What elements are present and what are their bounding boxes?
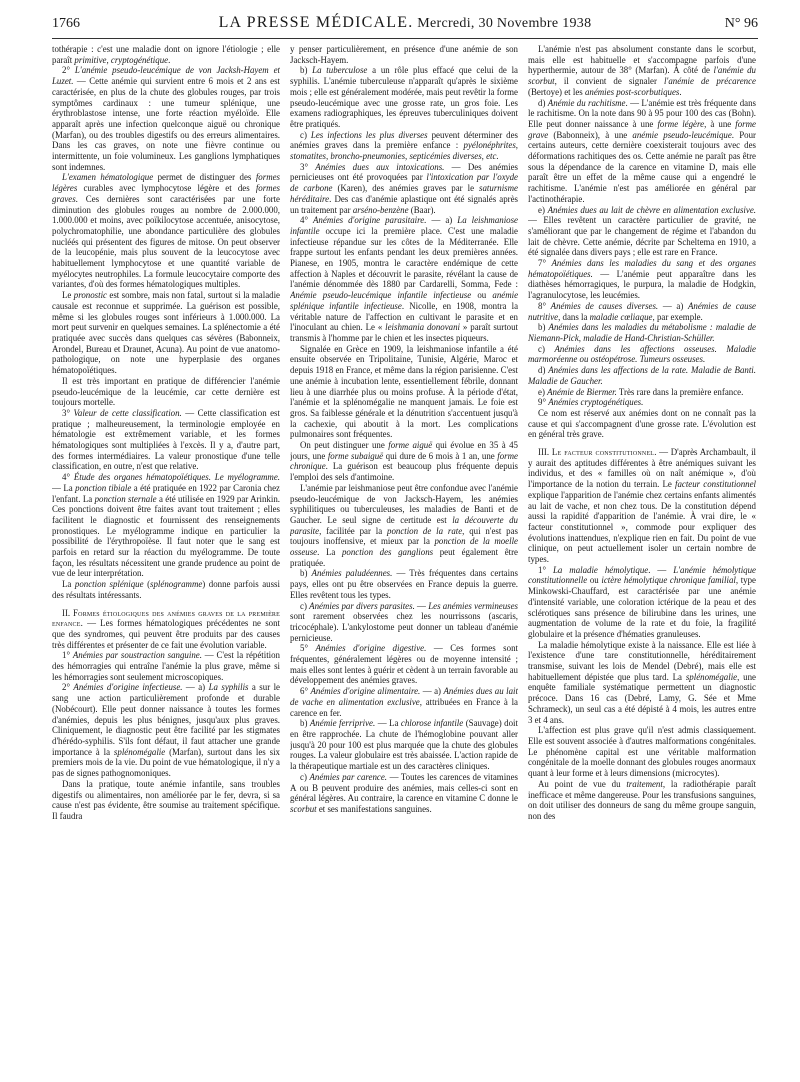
text-run: est sombre, mais non fatal, surtout si la maladie causale est reconnue et supprimée. La guérison est possible, même si les globules rouges sont inférieurs à 1.000.000. La mort peut survenir en quelques semaines. La splénectomie a été pratiquée avec succès dans quelques cas sévères (Babonneix, Arondel, Bureau et Draunet, Acuna). Au point de vue anatomo-pathologique, on note une hyperplasie des organes hématopoïétiques. bbox=[52, 290, 280, 376]
paragraph bbox=[290, 601, 518, 644]
italic-run: traitement bbox=[626, 778, 663, 789]
paragraph bbox=[290, 483, 518, 569]
text-run: III. bbox=[538, 447, 552, 458]
italic-run: Les anémies vermineuses bbox=[428, 600, 518, 611]
text-run: — a) bbox=[658, 300, 688, 311]
text-run: . — L'anémie est très fréquente dans le rachitisme. On la note dans 90 à 95 pour 100 des cas (Bohn). Elle peut donner naissance à une bbox=[528, 97, 756, 129]
text-run: 2° bbox=[62, 682, 74, 693]
text-run: , par exemple. bbox=[652, 311, 703, 322]
text-run: y penser particulièrement, en présence d'une anémie de son Jacksch-Hayem. bbox=[290, 44, 518, 65]
paragraph bbox=[52, 608, 280, 651]
text-run: ou bbox=[471, 290, 493, 301]
italic-run: arséno-benzène bbox=[352, 204, 409, 215]
paragraph bbox=[528, 98, 756, 205]
italic-run: anémie splénique infantile infectieuse bbox=[290, 290, 518, 311]
paragraph bbox=[52, 650, 280, 682]
italic-run: ictère hémolytique chronique familial bbox=[601, 575, 736, 586]
italic-run: saturnisme héréditaire bbox=[290, 183, 518, 204]
text-run: (Baar). bbox=[408, 204, 436, 215]
text-run: — Des anémies pernicieuses ont été provoquées par bbox=[290, 161, 518, 183]
italic-run: formes légères bbox=[52, 172, 280, 194]
text-run: 5° bbox=[300, 643, 316, 654]
text-run: — Très fréquentes dans certains pays, elles ont pu être observées en France depuis la guerre. Elles revêtent tous les types. bbox=[290, 568, 518, 600]
text-run: . bbox=[168, 54, 171, 65]
italic-run: forme subaiguë bbox=[327, 450, 384, 461]
italic-run: ponction des ganglions bbox=[341, 547, 434, 558]
text-run: qui évolue en 35 à 45 jours, une bbox=[290, 440, 518, 461]
text-run: c) bbox=[538, 343, 555, 354]
italic-run: Les infections les plus diverses bbox=[310, 129, 428, 140]
italic-run: anémie pseudo-leucémique bbox=[632, 129, 732, 140]
italic-run: Étude des organes hématopoïétiques. Le myélogramme. bbox=[73, 472, 280, 483]
italic-run: Anémie de Biermer. bbox=[547, 386, 617, 397]
paragraph bbox=[290, 65, 518, 129]
text-run: tothérapie : c'est une maladie dont on ignore l'étiologie ; elle paraît bbox=[52, 44, 280, 65]
text-run: — Cette anémie qui survient entre 6 mois et 2 ans est caractérisée, en plus de la chute des globules rouges, par trois symptômes cardinaux : une tumeur splénique, une érythroblastose intense, une forte réaction myéloïde. Elle apparaît après une infection quelconque aiguë ou chronique (Marfan), ou des troubles digestifs ou des erreurs alimentaires. Dans les cas graves, on note une fièvre continue ou intermittente, un foie volumineux. Les ganglions lymphatiques sont indemnes. bbox=[52, 76, 280, 172]
text-run: Signalée en Grèce en 1909, la leishmaniose infantile a été ensuite observée en Tripolitaine, Tunisie, Algérie, Maroc et depuis 1918 en France, et même dans la région parisienne. C'est une anémie à incubation lente, essentiellement fébrile, donnant lieu à une diarrhée plus ou moins profuse. À la période d'état, l'anémie et la splénomégalie ne manquent jamais. Le foie est gros. Sa faiblesse générale et la dénutrition s'accentuent jusqu'à la cachexie, qui aboutit à la mort. Les complications pulmonaires sont fréquentes. bbox=[290, 343, 518, 440]
text-run: ) donne parfois aussi des résultats intéressants. bbox=[52, 579, 280, 600]
text-run: a sur le sang une action particulièrement profonde et durable (Nobécourt). Elle peut donner naissance à toutes les formes d'anémies, depuis les plus bénignes, jusqu'aux plus graves. Cliniquement, le diagnostic peut être facilité par les stigmates d'hérédo-syphilis. S'ils font défaut, il faut attacher une grande importance à la bbox=[52, 682, 280, 757]
text-run: et ses manifestations sanguines. bbox=[316, 803, 432, 814]
journal-title: LA PRESSE MÉDICALE. bbox=[218, 14, 414, 31]
text-run: (Bertoye) et les bbox=[528, 86, 585, 97]
italic-run: splénomégalie bbox=[685, 671, 738, 682]
text-run: L'anémie par leishmaniose peut être confondue avec l'anémie pseudo-leucémique de von Jacksch-Hayem, les anémies syphilitiques ou tuberculeuses, les maladies de Banti et de Gaucher. Le seul signe de certitude est bbox=[290, 482, 518, 525]
text-run: . Des cas d'anémie aplastique ont été signalés après un traitement par bbox=[290, 193, 518, 215]
italic-run: forme chronique bbox=[290, 450, 518, 472]
text-run: d) bbox=[538, 97, 548, 108]
article-columns bbox=[52, 44, 758, 1074]
italic-run: forme aiguë bbox=[388, 440, 433, 451]
paragraph bbox=[528, 397, 756, 408]
italic-run: Anémies dues aux intoxications. bbox=[315, 161, 445, 172]
text-run: La bbox=[62, 579, 75, 590]
italic-run: Anémies par soustraction sanguine. bbox=[72, 650, 202, 661]
text-run: . — Les formes hématologiques précédentes ne sont que des syndromes, qui peuvent être produits par des causes très différentes et présenter de ce fait une évolution variable. bbox=[52, 618, 280, 650]
italic-run: l'anémie du scorbut bbox=[528, 65, 756, 87]
text-run: . bbox=[679, 86, 682, 97]
italic-run: l'intoxication par l'oxyde de carbone bbox=[290, 172, 518, 194]
column-left bbox=[52, 44, 280, 1074]
text-run: (Babonneix), à une bbox=[548, 129, 633, 140]
paragraph bbox=[290, 718, 518, 772]
text-run: — a) bbox=[426, 215, 458, 226]
text-run: — La bbox=[52, 482, 76, 493]
italic-run: Anémies dans les affections de la rate. Maladie de Banti. Maladie de Gaucher. bbox=[528, 365, 756, 386]
masthead bbox=[112, 14, 698, 32]
text-run: — L'anémie peut apparaître dans les diathèses hémorragiques, le purpura, la maladie de Hodgkin, l'agranulocytose, les leucémies. bbox=[528, 268, 756, 301]
paragraph bbox=[290, 643, 518, 686]
text-run: . — D'après Archambault, il y aurait des aptitudes différentes à être anémiques suivant les individus, et des « familles où on naît anémique », d'où l'importance de la notion du terrain. Le bbox=[528, 447, 756, 490]
text-run: b) bbox=[300, 65, 313, 76]
paragraph bbox=[52, 290, 280, 376]
italic-run: chlorose infantile bbox=[400, 718, 464, 729]
italic-run: Anémies d'origine alimentaire. bbox=[310, 686, 421, 697]
text-run: (Karen), des anémies graves par le bbox=[332, 183, 480, 194]
text-run: sont rarement observées chez les nourrissons (ascaris, tricocéphale). L'ankylostome peut donner un tableau d'anémie pernicieuse. bbox=[290, 611, 518, 643]
paragraph bbox=[52, 779, 280, 822]
italic-run: Anémies d'origine infectieuse. bbox=[73, 682, 183, 693]
text-run: — bbox=[414, 600, 429, 611]
text-run: — La bbox=[375, 718, 401, 729]
text-run: ( bbox=[143, 579, 151, 590]
text-run: a été utilisée en 1929 par Arinkin. Ces ponctions doivent être faites avant tout traitement ; elles facilitent le diagnostic et fournissent des renseignements pronostiques. Le myélogramme indique en particulier la possibilité de l'érythropoïèse. Il faut noter que le sang est parfois en retard sur la réaction du myélogramme. De toute façon, les résultats nécessitent une grande prudence au point de vue de leur interprétation. bbox=[52, 493, 280, 579]
text-run: e) bbox=[538, 204, 548, 215]
italic-run: maladie cœliaque bbox=[589, 311, 653, 322]
text-run: , facilitée par la bbox=[319, 525, 387, 536]
text-run: Le bbox=[62, 290, 74, 301]
italic-run: L'examen hématologique bbox=[62, 172, 154, 183]
text-run: , à une bbox=[704, 118, 736, 129]
text-run: a été pratiquée en 1922 par Caronia chez l'enfant. La bbox=[52, 482, 280, 504]
italic-run: Anémies dues au lait de chèvre en alimentation exclusive. bbox=[547, 204, 756, 215]
text-run: d) bbox=[538, 365, 549, 376]
issue-number: N° 96 bbox=[724, 16, 758, 31]
italic-run: L'anémie hémolytique constitutionnelle bbox=[528, 564, 756, 586]
text-run: . Nicolle, en 1908, montra la véritable nature de l'affection en cultivant le parasite et en l'inoculant au chien. Le « bbox=[290, 300, 518, 333]
text-run: b) bbox=[300, 718, 310, 729]
italic-run: Anémie ferriprive. bbox=[309, 718, 376, 729]
text-run: qui dure de 6 mois à 1 an, une bbox=[383, 450, 498, 461]
paragraph bbox=[528, 387, 756, 398]
text-run: (Sauvage) doit en être rapprochée. La chute de l'hémoglobine pouvant aller jusqu'à 20 pour 100 est plus marquée que la chute des globules rouges. La valeur globulaire est très abaissée. L'action rapide de la thérapeutique martiale est un des caractères cliniques. bbox=[290, 718, 518, 772]
text-run: , il convient de signaler bbox=[554, 76, 664, 87]
text-run: . — bbox=[648, 564, 674, 575]
text-run: On peut distinguer une bbox=[300, 440, 389, 451]
text-run: , type Minkowski-Chauffard, est caractérisée par une anémie d'intensité variable, une coloration ictérique de la peau et des sclérotiques sans présence de bilirubine dans les urines, une augmentation de volume de la rate et du foie, la fragilité globulaire et la présence d'hématies granuleuses. bbox=[528, 575, 756, 639]
paragraph bbox=[52, 579, 280, 600]
paragraph bbox=[290, 44, 518, 65]
paragraph bbox=[52, 44, 280, 65]
italic-run: La maladie hémolytique bbox=[552, 564, 649, 575]
italic-run: ponction splénique bbox=[74, 579, 144, 590]
italic-run: pronostic bbox=[73, 290, 107, 301]
text-run: L'affection est plus grave qu'il n'est admis classiquement. Elle est souvent associée à d'autres malformations congénitales. Le phénomène capital est une véritable malformation congénitale de la moelle donnant des globules rouges anormaux quant à leur forme et à leurs dimensions (microcytes). bbox=[528, 725, 756, 779]
paragraph bbox=[528, 565, 756, 640]
text-run: L'anémie n'est pas absolument constante dans le scorbut, mais elle est habituelle et s'accompagne parfois d'une hyperthermie, autour de 38° (Marfan). À côté de bbox=[528, 44, 756, 76]
text-run: b) bbox=[538, 322, 549, 333]
issue-date: Mercredi, 30 Novembre 1938 bbox=[417, 16, 592, 31]
italic-run: ponction sternale bbox=[94, 493, 157, 504]
header-rule bbox=[52, 38, 758, 39]
text-run: a un rôle plus effacé que celui de la syphilis. L'anémie tuberculeuse n'apparaît qu'après le sixième mois ; elle est généralement modérée, mais peut revêtir la forme pseudo-leucémique avec une grosse rate, un gros foie. Les examens radiographiques, les épreuves tuberculiniques doivent être pratiqués. bbox=[290, 65, 518, 129]
paragraph bbox=[52, 65, 280, 172]
text-run: permet de distinguer des bbox=[153, 172, 256, 183]
paragraph bbox=[52, 408, 280, 472]
text-run: » paraît surtout transmis à l'homme par le chien et les insectes piqueurs. bbox=[290, 322, 518, 343]
text-run: — Ces formes sont fréquentes, généralement légères ou de moyenne intensité ; mais elles sont lentes à guérir et cèdent à un terrain favorable au développement des anémies graves. bbox=[290, 643, 518, 686]
text-run: 1° bbox=[538, 564, 553, 575]
italic-run: L'anémie pseudo-leucémique de von Jacksh-Hayem et Luzet. bbox=[52, 65, 280, 87]
page-number: 1766 bbox=[52, 16, 80, 31]
text-run: — Toutes les carences de vitamines A ou B peuvent produire des anémies, mais celles-ci sont en général légères. Au contraire, la carence en vitamine C donne le bbox=[290, 771, 518, 804]
text-run: 3° bbox=[300, 161, 316, 172]
text-run: curables avec lymphocytose légère et des bbox=[77, 183, 256, 194]
text-run: 6° bbox=[300, 686, 311, 697]
italic-run: anémies post-scorbutiques bbox=[584, 86, 680, 97]
paragraph bbox=[290, 772, 518, 815]
italic-run: Anémies d'origine digestive. bbox=[315, 643, 427, 654]
text-run: 3° bbox=[62, 407, 74, 418]
paragraph bbox=[290, 344, 518, 440]
text-run: . Ces dernières sont caractérisées par une forte diminution des globules rouges au nombre de 2.000.000, 1.000.000 et moins, avec poïkilocytose accentuée, anisocytose, polychromatophilie, une abondance particulière des globules nucléés qui présentent des figures de mitose. On peut observer de la leucopénie, mais plus souvent de la leucocytose avec habituellement lymphocytose et une quantité variable de myélocytes neutrophiles. La formule leucocytaire comporte des variantes, d'où des formes hématologiques multiples. bbox=[52, 193, 280, 290]
text-run: La maladie hémolytique existe à la naissance. Elle est liée à l'existence d'une tare constitutionnelle, héréditairement transmise, suivant les lois de Mendel (Debré), mais elle est habituellement dépistée que plus tard. La bbox=[528, 639, 756, 682]
italic-run: Anémies par carence. bbox=[309, 771, 388, 782]
text-run: II. bbox=[62, 607, 74, 618]
text-run: 7° bbox=[538, 258, 552, 269]
text-run: , la radiothérapie paraît inefficace et même dangereuse. Pour les transfusions sanguines, on doit utiliser des donneurs de sang du même groupe sanguin, non des bbox=[528, 778, 756, 821]
italic-run: leishmania donovani bbox=[385, 322, 461, 333]
text-run: b) bbox=[300, 568, 312, 579]
text-run: (Marfan), surtout dans les six premiers mois de la vie. Du point de vue hématologique, il n'y a pas de signes pathognomoniques. bbox=[52, 746, 280, 779]
paragraph bbox=[528, 447, 756, 565]
text-run: ou bbox=[587, 575, 602, 586]
paragraph bbox=[290, 686, 518, 718]
paragraph bbox=[528, 205, 756, 259]
italic-run: Anémies d'origine parasitaire. bbox=[313, 215, 427, 226]
text-run: occupe ici la première place. C'est une maladie infectieuse répandue sur les côtes de la Méditerranée. Elle frappe surtout les enfants pendant les deux premières années. Pianese, en 1905, montra le caractère endémique de cette affection à Naples et découvrit le parasite, révélant la cause de l'anémie dénommée dès 1880 par Cardarelli, Somma, Fede : bbox=[290, 225, 518, 290]
paragraph bbox=[528, 301, 756, 322]
text-run: c) bbox=[300, 129, 311, 140]
text-run: , attribuées en France à la carence en fer. bbox=[290, 696, 518, 718]
paragraph bbox=[528, 44, 756, 98]
italic-run: Anémies dues au lait de vache en alimentation exclusive bbox=[290, 686, 518, 707]
italic-run: Anémies par divers parasites. bbox=[309, 600, 415, 611]
italic-run: La tuberculose bbox=[312, 65, 368, 76]
paragraph bbox=[290, 162, 518, 216]
italic-run: Anémies dans les maladies du métabolisme : maladie de Niemann-Pick, maladie de Hand-Christian-Schüller. bbox=[528, 322, 756, 343]
italic-run: Anémies dans les affections osseuses. Maladie marmoréenne ou ostéopétrose. Tumeurs osseuses. bbox=[528, 343, 756, 365]
paragraph bbox=[528, 258, 756, 301]
italic-run: Anémies de causes diverses. bbox=[550, 300, 659, 311]
paragraph bbox=[528, 365, 756, 386]
paragraph bbox=[52, 376, 280, 408]
page-header bbox=[52, 14, 758, 38]
italic-run: ponction de la rate bbox=[387, 525, 463, 536]
text-run: 2° bbox=[62, 65, 75, 76]
italic-run: Anémies dans les maladies du sang et des organes hématopoïétiques. bbox=[528, 258, 756, 279]
italic-run: Anémies de cause nutritive bbox=[528, 300, 756, 322]
italic-run: primitive, cryptogénétique bbox=[74, 54, 169, 65]
paragraph bbox=[290, 215, 518, 343]
italic-run: facteur constitutionnel bbox=[674, 479, 756, 490]
column-right bbox=[528, 44, 756, 1074]
text-run: , qui n'est pas toujours inoffensive, et mieux par la bbox=[290, 525, 518, 547]
italic-run: pyélonéphrites, stomatites, broncho-pneumonies, septicémies diverses, etc. bbox=[290, 140, 518, 162]
text-run: Formes étiologiques des anémies graves de la première enfance bbox=[52, 607, 280, 629]
text-run: c) bbox=[300, 600, 310, 611]
italic-run: splénomégalie bbox=[113, 746, 166, 757]
paragraph bbox=[290, 568, 518, 600]
italic-run: Valeur de cette classification. bbox=[73, 407, 182, 418]
text-run: — C'est la répétition des hémorragies qui entraîne l'anémie la plus grave, même si les hémorragies sont seulement microscopiques. bbox=[52, 650, 280, 682]
text-run: Au point de vue du bbox=[538, 778, 627, 789]
text-run: c) bbox=[300, 771, 310, 782]
text-run: — Elles revêtent un caractère particulier de gravité, ne s'améliorant que par le changement de régime et l'abandon du lait de chèvre. Cette anémie, décrite par Scheltema en 1910, a été signalée dans divers pays ; elle est rare en France. bbox=[528, 215, 756, 258]
paragraph bbox=[528, 344, 756, 365]
text-run: , une enquête familiale systématique permettent un diagnostic précoce. Dans 16 cas (Debré, Lamy, G. Sée et Mme Schrameck), un seul cas a été dépisté à 4 mois, les autres entre 3 et 4 ans. bbox=[528, 671, 756, 725]
italic-run: forme légère bbox=[657, 118, 705, 129]
italic-run: Anémies paludéennes. bbox=[311, 568, 393, 579]
italic-run: la découverte du parasite bbox=[290, 514, 518, 536]
paragraph bbox=[290, 440, 518, 483]
italic-run: formes graves bbox=[52, 183, 280, 204]
italic-run: ponction de la moelle osseuse bbox=[290, 536, 518, 558]
text-run: . La bbox=[317, 547, 342, 558]
text-run: . La guérison est beaucoup plus fréquente depuis l'emploi des sels d'antimoine. bbox=[290, 461, 518, 483]
text-run: peuvent déterminer des anémies graves dans la première enfance : bbox=[290, 129, 518, 151]
text-run: — a) bbox=[420, 686, 444, 697]
italic-run: scorbut bbox=[290, 803, 317, 814]
text-run: peut également être pratiquée. bbox=[290, 547, 518, 568]
text-run: — a) bbox=[182, 682, 209, 693]
text-run: 9° bbox=[538, 397, 549, 408]
text-run: Ce nom est réservé aux anémies dont on ne connaît pas la cause et qui s'accompagnent d'une grosse rate. L'évolution est en général très grave. bbox=[528, 407, 756, 440]
text-run: Dans la pratique, toute anémie infantile, sans troubles digestifs ou alimentaires, non améliorée par le fer, devra, si sa cause n'est pas évidente, être soumise au traitement spécifique. Il faudra bbox=[52, 778, 280, 821]
paragraph bbox=[52, 172, 280, 290]
italic-run: La syphilis bbox=[208, 682, 249, 693]
paragraph bbox=[528, 408, 756, 440]
text-run: , dans la bbox=[558, 311, 590, 322]
italic-run: l'anémie de précarence bbox=[663, 76, 756, 87]
text-run: 4° bbox=[300, 215, 314, 226]
paragraph bbox=[52, 472, 280, 579]
paragraph bbox=[528, 640, 756, 726]
text-run: 1° bbox=[62, 650, 73, 661]
paragraph bbox=[528, 725, 756, 779]
text-run: Il est très important en pratique de différencier l'anémie pseudo-leucémique de la leucémie, car cette dernière est toujours mortelle. bbox=[52, 375, 280, 408]
text-run: 4° bbox=[62, 472, 74, 483]
italic-run: splénogramme bbox=[150, 579, 203, 590]
italic-run: La leishmaniose infantile bbox=[290, 215, 518, 236]
italic-run: Anémie du rachitisme bbox=[547, 97, 626, 108]
text-run: Très rare dans la première enfance. bbox=[616, 386, 744, 397]
paragraph bbox=[290, 130, 518, 162]
paragraph bbox=[528, 322, 756, 343]
text-run: — Cette classification est pratique ; malheureusement, la terminologie employée en hématologie est extrêmement variable, et les formes hématologiques sont multipliées à l'excès. Il y a, d'autre part, des formes intermédiaires. La valeur pronostique d'une telle classification, en outre, n'est que relative. bbox=[52, 407, 280, 472]
column-middle bbox=[290, 44, 518, 1074]
paragraph bbox=[528, 779, 756, 822]
paragraph bbox=[52, 682, 280, 778]
italic-run: forme grave bbox=[528, 118, 756, 140]
italic-run: Anémies cryptogénétiques. bbox=[548, 397, 644, 408]
italic-run: Anémie pseudo-leucémique infantile infectieuse bbox=[290, 290, 472, 301]
text-run: e) bbox=[538, 386, 548, 397]
text-run: 8° bbox=[538, 300, 551, 311]
text-run: . Pour certains auteurs, cette dernière coexisterait toujours avec des déformations rachitiques des os. Cette anémie ne paraît pas être sous la dépendance de la carence en vitamine D, mais elle paraît être un effet de la même cause qui a engendré le rachitisme. L'anémie n'est pas améliorée en général par l'actinothérapie. bbox=[528, 129, 756, 204]
text-run: Le facteur constitutionnel bbox=[551, 447, 655, 458]
italic-run: ponction tibiale bbox=[75, 482, 132, 493]
text-run: explique l'apparition de l'anémie chez certains enfants alimentés au lait de vache, et non chez tous. De la constitution dépend aussi la rapidité d'apparition de l'anémie. À vrai dire, le « facteur constitutionnel », commode pour expliquer des évolutions inattendues, n'explique rien en fait. Du point de vue clinique, on peut actuellement isoler un certain nombre de types. bbox=[528, 489, 756, 565]
